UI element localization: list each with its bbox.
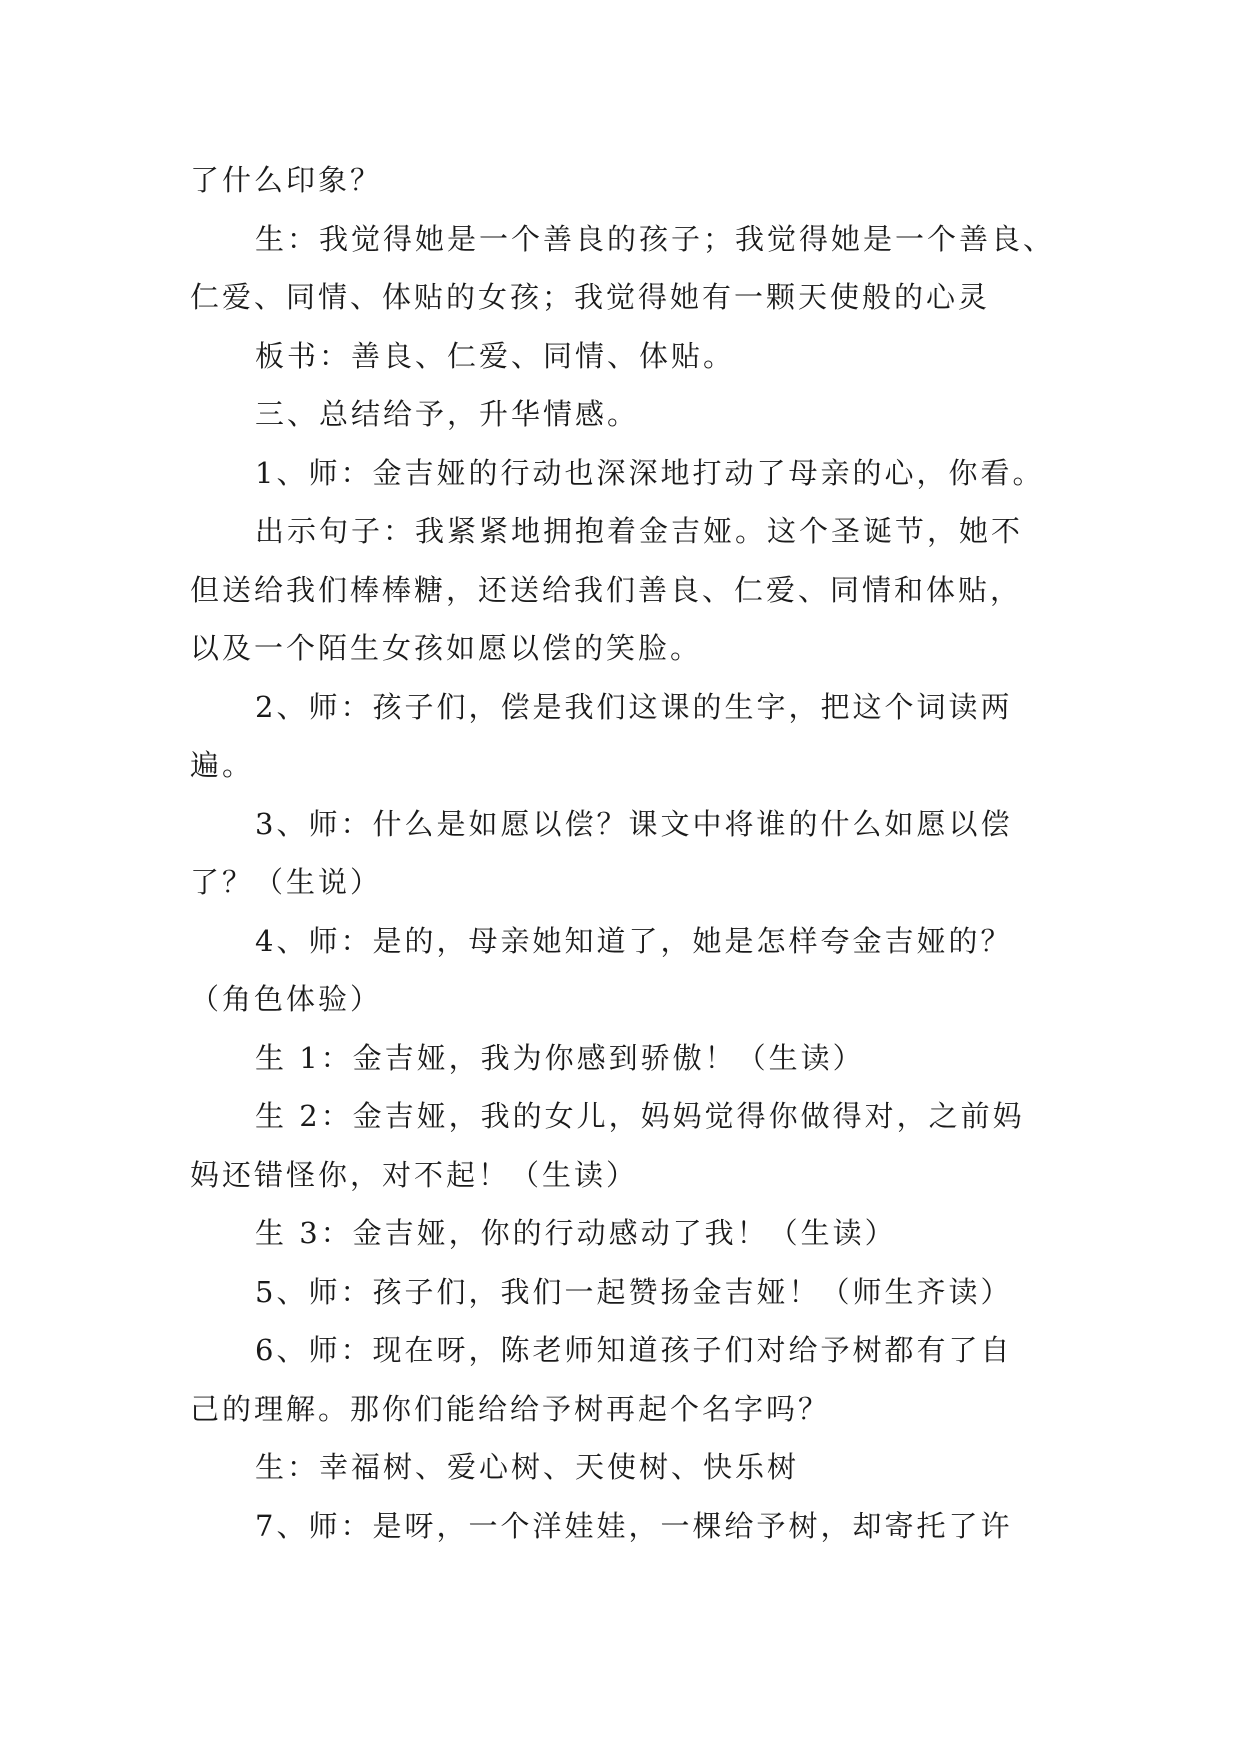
text-line: 生：我觉得她是一个善良的孩子；我觉得她是一个善良、 bbox=[255, 221, 1056, 256]
text-line: 仁爱、同情、体贴的女孩；我觉得她有一颗天使般的心灵 bbox=[190, 280, 991, 314]
text-line: 生 3：金吉娅，你的行动感动了我！（生读） bbox=[255, 1216, 897, 1250]
text-line: 了什么印象？ bbox=[190, 163, 383, 197]
text-line: 了？（生说） bbox=[190, 865, 383, 899]
text-line: 生：幸福树、爱心树、天使树、快乐树 bbox=[255, 1450, 800, 1484]
section-heading: 三、总结给予，升华情感。 bbox=[255, 397, 640, 431]
text-line: 4、师：是的，母亲她知道了，她是怎样夸金吉娅的？ bbox=[255, 923, 1013, 958]
text-line: 2、师：孩子们，偿是我们这课的生字，把这个词读两 bbox=[255, 689, 1013, 724]
text-line: 6、师：现在呀，陈老师知道孩子们对给予树都有了自 bbox=[255, 1333, 1013, 1367]
text-line: 以及一个陌生女孩如愿以偿的笑脸。 bbox=[190, 631, 703, 665]
text-line: 生 2：金吉娅，我的女儿，妈妈觉得你做得对，之前妈 bbox=[255, 1099, 1025, 1133]
text-line: （角色体验） bbox=[190, 982, 383, 1016]
text-line: 1、师：金吉娅的行动也深深地打动了母亲的心，你看。 bbox=[255, 455, 1045, 490]
text-line: 3、师：什么是如愿以偿？课文中将谁的什么如愿以偿 bbox=[255, 806, 1013, 841]
text-line: 遍。 bbox=[190, 748, 255, 782]
text-line: 己的理解。那你们能给给予树再起个名字吗？ bbox=[190, 1391, 831, 1426]
text-line: 但送给我们棒棒糖，还送给我们善良、仁爱、同情和体贴， bbox=[190, 572, 1023, 607]
text-line: 妈还错怪你，对不起！（生读） bbox=[190, 1157, 639, 1192]
text-line: 5、师：孩子们，我们一起赞扬金吉娅！（师生齐读） bbox=[255, 1274, 1013, 1309]
text-line: 7、师：是呀，一个洋娃娃，一棵给予树，却寄托了许 bbox=[255, 1508, 1013, 1543]
text-line: 板书：善良、仁爱、同情、体贴。 bbox=[255, 338, 736, 373]
document-body bbox=[190, 151, 1070, 1555]
text-line: 出示句子：我紧紧地拥抱着金吉娅。这个圣诞节，她不 bbox=[255, 514, 1024, 548]
text-line: 生 1：金吉娅，我为你感到骄傲！（生读） bbox=[255, 1040, 865, 1075]
